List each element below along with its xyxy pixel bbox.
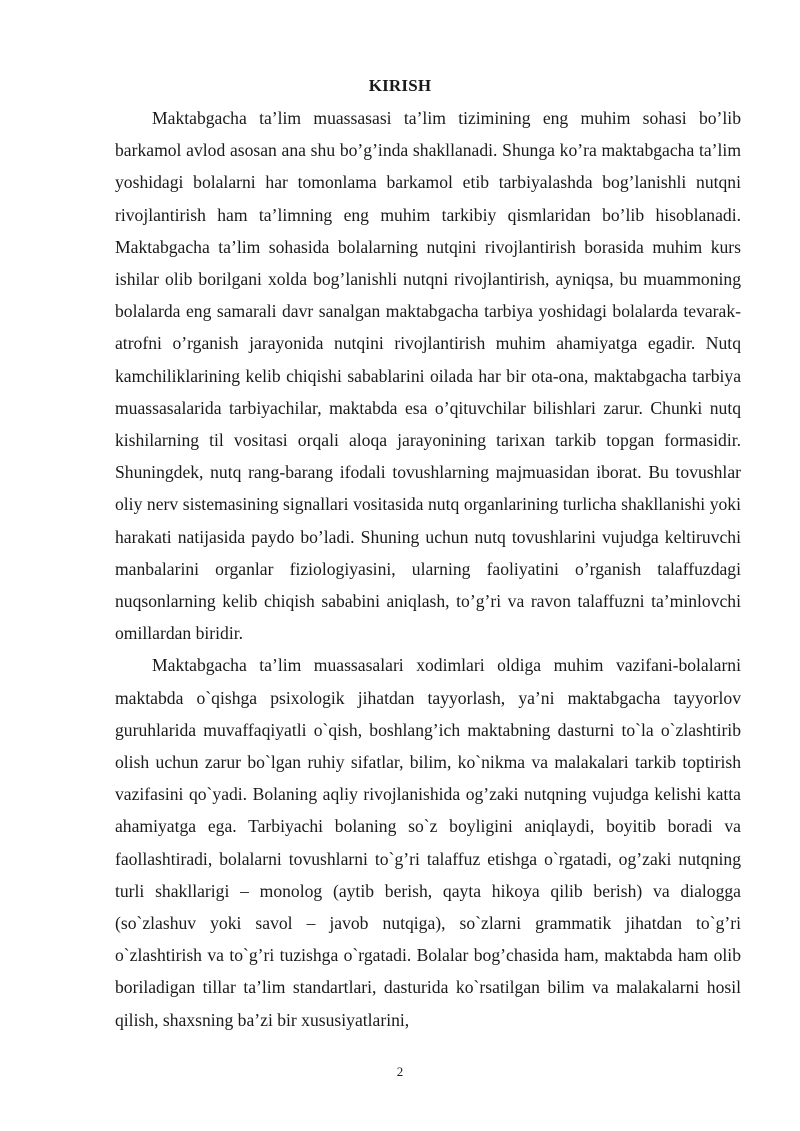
paragraph-2: Maktabgacha ta’lim muassasalari xodimlari oldiga muhim vazifani-bolalarni maktabda o`qishga psixologik jihatdan tayyorlash, ya’ni maktabgacha tayyorlov guruhlarida muvaffaqiyatli o`qish, boshlang’ich maktabning dasturni to`la o`zlashtirib olish uchun zarur bo`lgan ruhiy sifatlar, bilim, ko`nikma va malakalari tarkib toptirish vazifasini qo`yadi. Bolaning aqliy rivojlanishida og’zaki nutqning vujudga kelishi katta ahamiyatga ega. Tarbiyachi bolaning so`z boyligini aniqlaydi, boyitib boradi va faollashtiradi, bolalarni tovushlarni to`g’ri talaffuz etishga o`rgatadi, og’zaki nutqning turli shakllarigi – monolog (aytib berish, qayta hikoya qilib berish) va dialogga (so`zlashuv yoki savol – javob nutqiga), so`zlarni grammatik jihatdan to`g’ri o`zlashtirish va to`g’ri tuzishga o`rgatadi. Bolalar bog’chasida ham, maktabda ham olib boriladigan tillar ta’lim standartlari, dasturida ko`rsatilgan bilim va malakalarni hosil qilish, shaxsning ba’zi bir xususiyatlarini,	[115, 655, 741, 1030]
body-text	[115, 102, 741, 1036]
paragraph-1: Maktabgacha ta’lim muassasasi ta’lim tizimining eng muhim sohasi bo’lib barkamol avlod asosan ana shu bo’g’inda shakllanadi. Shunga ko’ra maktabgacha ta’lim yoshidagi bolalarni har tomonlama barkamol etib tarbiyalashda bog’lanishli nutqni rivojlantirish ham ta’limning eng muhim tarkibiy qismlaridan bo’lib hisoblanadi. Maktabgacha ta’lim sohasida bolalarning nutqini rivojlantirish borasida muhim kurs ishilar olib borilgani xolda bog’lanishli nutqni rivojlantirish, ayniqsa, bu muammoning bolalarda eng samarali davr sanalgan maktabgacha tarbiya yoshidagi bolalarda tevarak-atrofni o’rganish jarayonida nutqini rivojlantirish muhim ahamiyatga egadir. Nutq kamchiliklarining kelib chiqishi sabablarini oilada har bir ota-ona, maktabgacha tarbiya muassasalarida tarbiyachilar, maktabda esa o’qituvchilar bilishlari zarur. Chunki nutq kishilarning til vositasi orqali aloqa jarayonining tarixan tarkib topgan formasidir. Shuningdek, nutq rang-barang ifodali tovushlarning majmuasidan iborat. Bu tovushlar oliy nerv sistemasining signallari vositasida nutq organlarining turlicha shakllanishi yoki harakati natijasida paydo bo’ladi. Shuning uchun nutq tovushlarini vujudga keltiruvchi manbalarini organlar fiziologiyasini, ularning faoliyatini o’rganish talaffuzdagi nuqsonlarning kelib chiqish sababini aniqlash, to’g’ri va ravon talaffuzni ta’minlovchi omillardan biridir.	[115, 108, 741, 644]
section-heading: KIRISH	[368, 76, 432, 95]
page-number: 2	[396, 1064, 404, 1079]
